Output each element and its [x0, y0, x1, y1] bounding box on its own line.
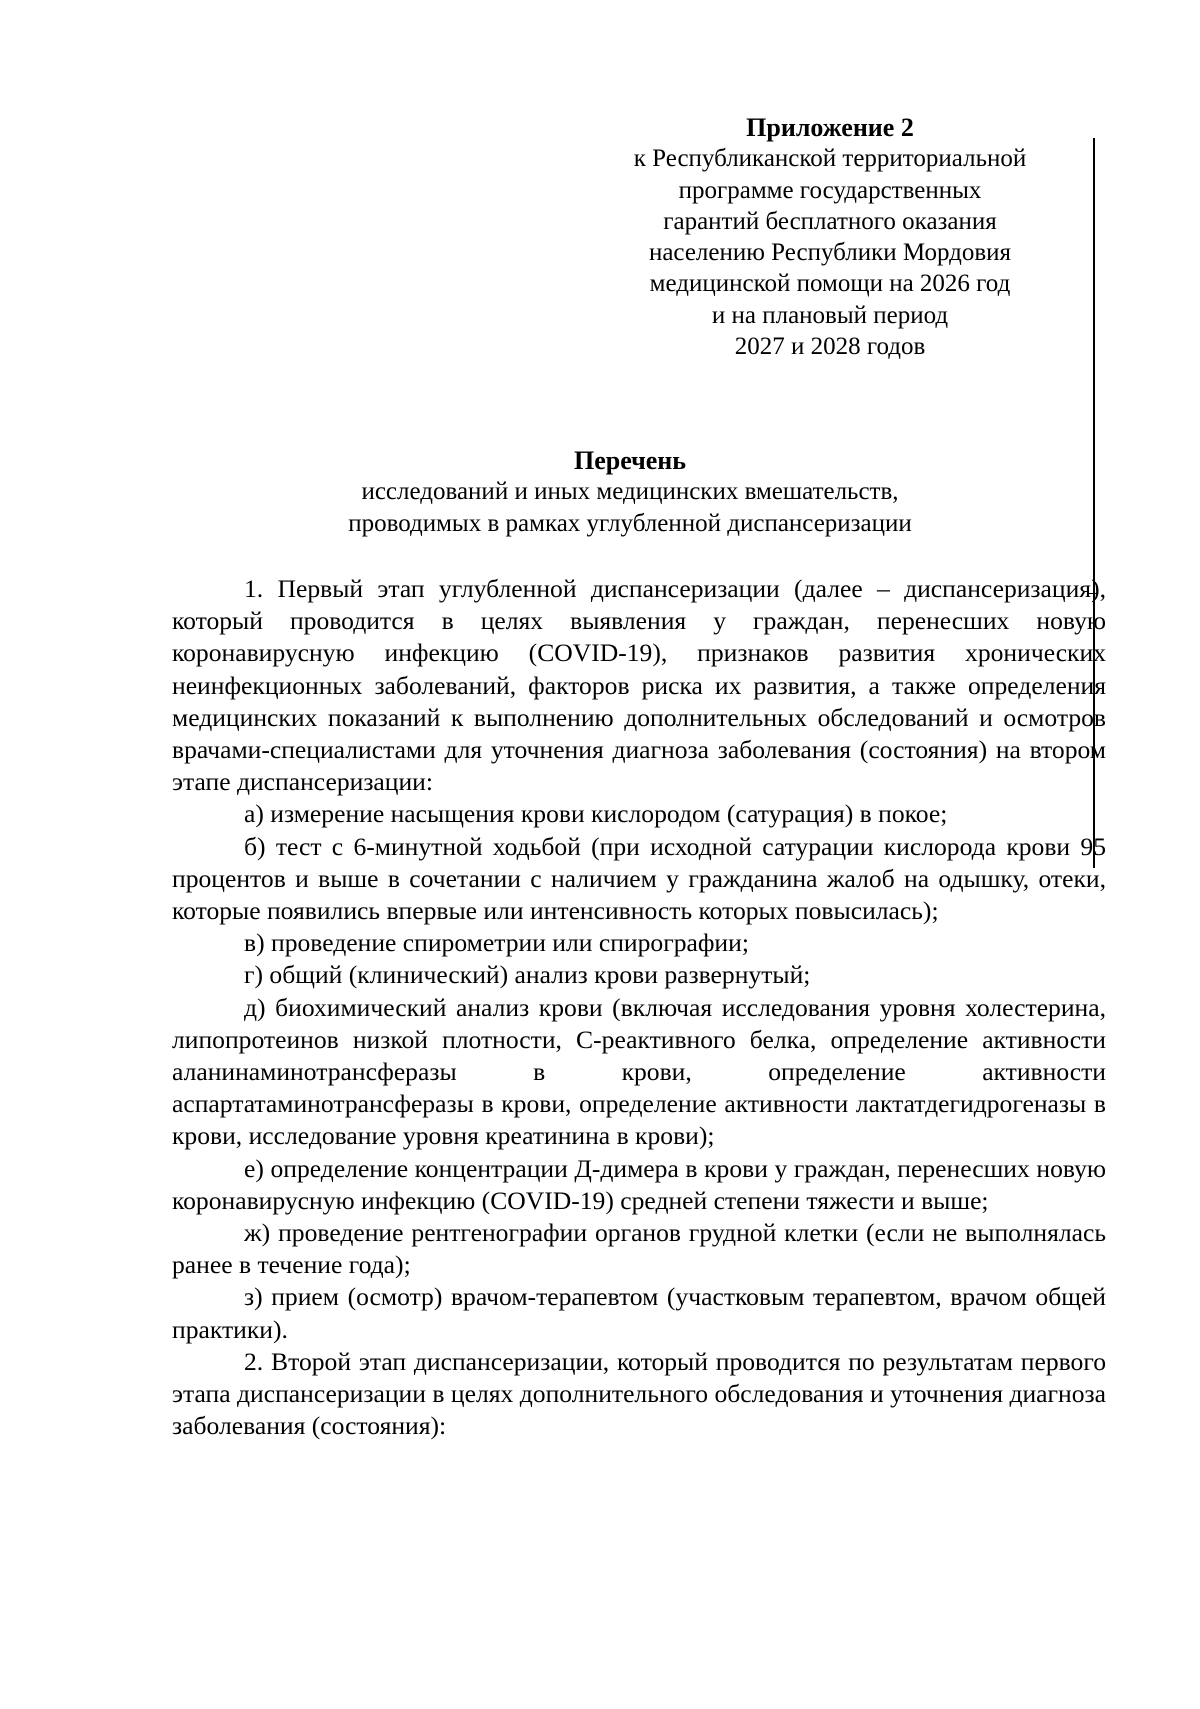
paragraph-subitem-e: е) определение концентрации Д-димера в крови у граждан, перенесших новую коронавирусную инфекцию (COVID-19) средней степени тяжести и выше;: [172, 1153, 1106, 1215]
appendix-line: программе государственных: [678, 176, 982, 204]
appendix-line: медицинской помощи на 2026 год: [649, 270, 1011, 298]
appendix-line: 2027 и 2028 годов: [734, 333, 926, 361]
appendix-title: Приложение 2: [746, 113, 914, 142]
paragraph-item-2: 2. Второй этап диспансеризации, который проводится по результатам первого этапа диспансеризации в целях дополнительного обследования и уточнения диагноза заболевания (состояния):: [172, 1346, 1106, 1441]
paragraph-subitem-a: а) измерение насыщения крови кислородом (сатурация) в покое;: [244, 799, 948, 829]
paragraph-subitem-b: б) тест с 6-минутной ходьбой (при исходной сатурации кислорода крови 95 процентов и выше в сочетании с наличием у гражданина жалоб на одышку, отеки, которые появились впервые или интенсивность которых повысилась);: [172, 831, 1106, 926]
paragraph-subitem-z: з) прием (осмотр) врачом-терапевтом (участковым терапевтом, врачом общей практики).: [172, 1282, 1106, 1344]
document-body: [172, 573, 1106, 1442]
paragraph-subitem-zh: ж) проведение рентгенографии органов грудной клетки (если не выполнялась ранее в течение года);: [172, 1218, 1106, 1280]
appendix-line: населению Республики Мордовия: [648, 239, 1012, 267]
appendix-line: гарантий бесплатного оказания: [663, 207, 997, 235]
appendix-line: и на плановый период: [711, 301, 949, 329]
appendix-header: [620, 112, 1040, 362]
paragraph-item-1: 1. Первый этап углубленной диспансеризации (далее – диспансеризация), который проводится в целях выявления у граждан, перенесших новую коронавирусную инфекцию (COVID-19), признаков развития хронических неинфекционных заболеваний, факторов риска их развития, а также определения медицинских показаний к выполнению дополнительных обследований и осмотров врачами-специалистами для уточнения диагноза заболевания (состояния) на втором этапе диспансеризации:: [172, 574, 1106, 797]
heading-title: Перечень: [573, 446, 687, 475]
paragraph-subitem-g: г) общий (клинический) анализ крови развернутый;: [244, 960, 811, 990]
paragraph-subitem-v: в) проведение спирометрии или спирографии;: [244, 928, 749, 958]
paragraph-subitem-d: д) биохимический анализ крови (включая исследования уровня холестерина, липопротеинов низкой плотности, C-реактивного белка, определение активности аланинаминотрансферазы в крови, определение активности аспартатаминотрансферазы в крови, определение активности лактатдегидрогеназы в крови, исследование уровня креатинина в крови);: [172, 992, 1106, 1151]
heading-line: исследований и иных медицинских вмешательств,: [361, 478, 899, 506]
section-heading: [160, 445, 1100, 539]
appendix-line: к Республиканской территориальной: [633, 145, 1027, 173]
heading-line: проводимых в рамках углубленной диспансеризации: [348, 509, 912, 537]
